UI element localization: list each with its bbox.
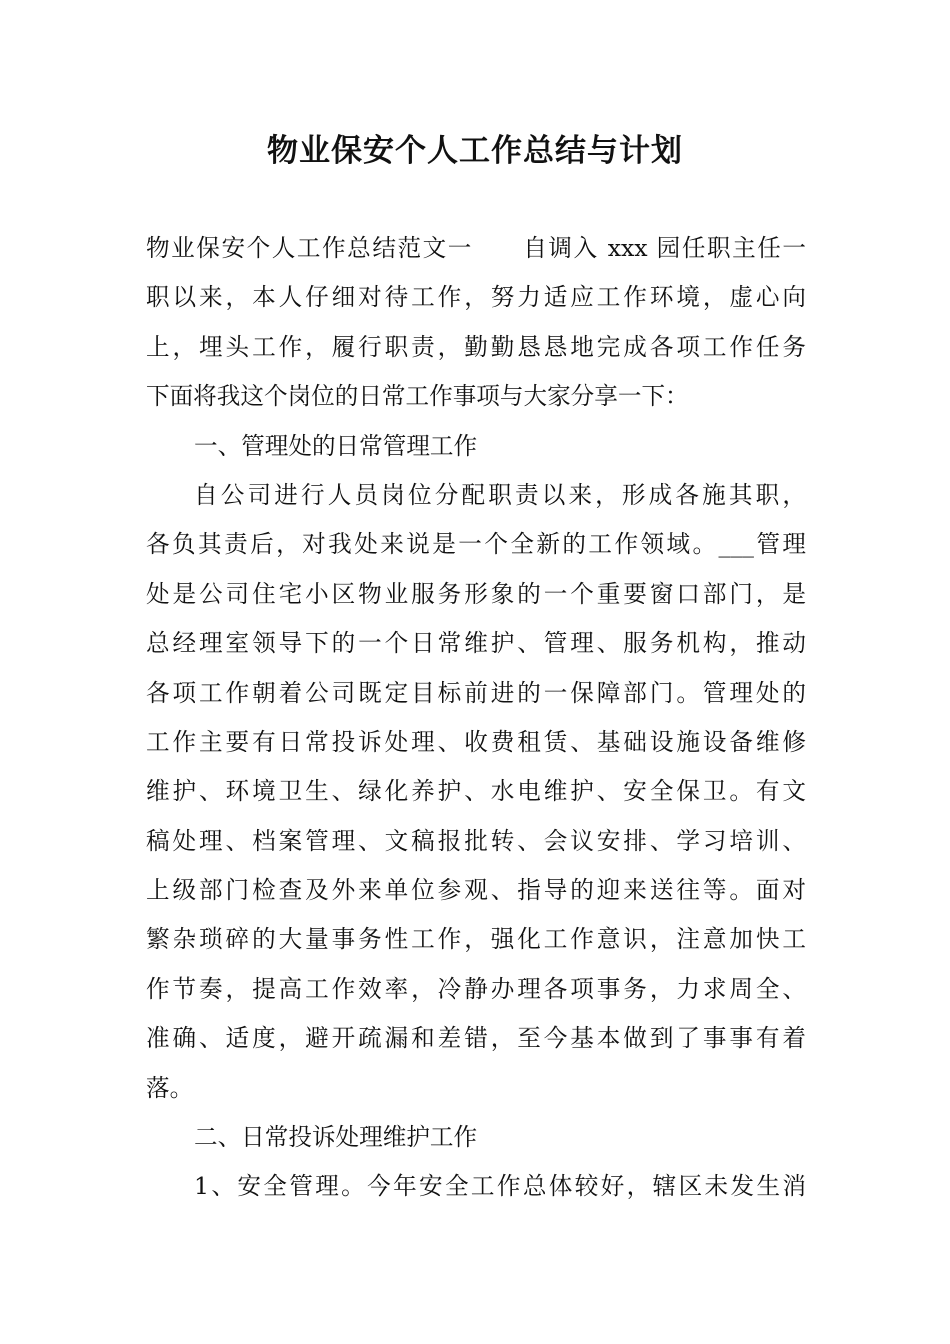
document-body	[146, 224, 806, 1212]
text-line: 物业保安个人工作总结范文一 自调入 xxx 园任职主任一	[146, 234, 806, 262]
section-heading: 一、管理处的日常管理工作	[194, 431, 478, 460]
text-line: 维护、环境卫生、绿化养护、水电维护、安全保卫。有文	[146, 777, 806, 806]
text-line: 各项工作朝着公司既定目标前进的一保障部门。管理处的	[146, 678, 806, 707]
text-line: 总经理室领导下的一个日常维护、管理、服务机构，推动	[146, 629, 806, 658]
page-title: 物业保安个人工作总结与计划	[267, 133, 683, 169]
text-line: 落。	[146, 1073, 194, 1102]
section-heading: 二、日常投诉处理维护工作	[194, 1123, 478, 1152]
text-line: 工作主要有日常投诉处理、收费租赁、基础设施设备维修	[146, 727, 806, 756]
text-line: 下面将我这个岗位的日常工作事项与大家分享一下：	[146, 382, 689, 411]
text-line: 处是公司住宅小区物业服务形象的一个重要窗口部门，是	[146, 579, 806, 608]
text-line: 作节奏，提高工作效率，冷静办理各项事务，力求周全、	[146, 974, 806, 1003]
text-line: 各负其责后，对我处来说是一个全新的工作领域。___管理	[146, 530, 806, 559]
text-line: 上，埋头工作，履行职责，勤勤恳恳地完成各项工作任务	[146, 332, 806, 361]
text-line: 准确、适度，避开疏漏和差错，至今基本做到了事事有着	[146, 1024, 806, 1053]
text-line: 上级部门检查及外来单位参观、指导的迎来送往等。面对	[146, 876, 806, 905]
text-line: 繁杂琐碎的大量事务性工作，强化工作意识，注意加快工	[146, 925, 806, 954]
text-line: 1、安全管理。今年安全工作总体较好，辖区未发生消	[194, 1172, 806, 1201]
text-line: 自公司进行人员岗位分配职责以来，形成各施其职，	[194, 480, 806, 509]
text-line: 稿处理、档案管理、文稿报批转、会议安排、学习培训、	[146, 826, 806, 855]
text-line: 职以来，本人仔细对待工作，努力适应工作环境，虚心向	[146, 283, 806, 312]
